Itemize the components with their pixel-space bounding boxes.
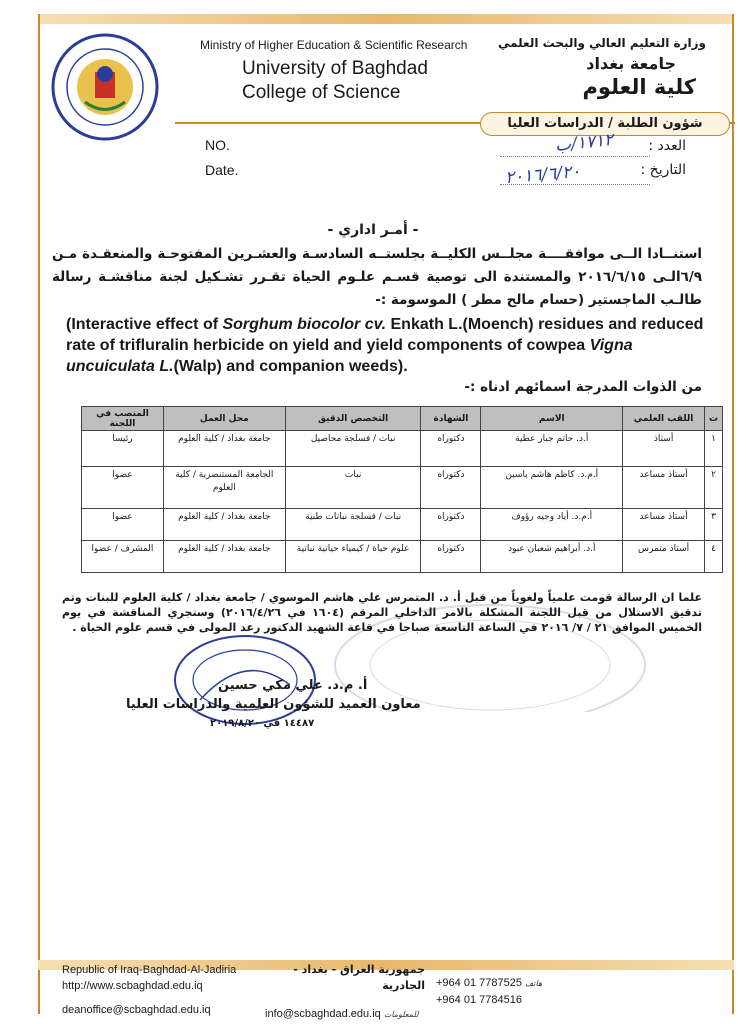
redacted-area — [82, 760, 434, 960]
cell-name: أ.م.د. أياد وجيه رؤوف — [481, 509, 623, 541]
footer-phone-label: هاتف — [525, 979, 543, 988]
cell-specialty: نبات / فسلجة نباتات طبية — [285, 509, 421, 541]
thesis-species-1: Sorghum biocolor cv. — [222, 316, 387, 333]
cell-index: ٢ — [705, 467, 723, 509]
footer-address-en: Republic of Iraq-Baghdad-Al-Jadiria — [62, 964, 237, 976]
cell-role: رئيسا — [82, 431, 164, 467]
cell-degree: دكتوراه — [421, 541, 481, 573]
footer-info-email-row — [265, 1006, 425, 1023]
department-banner: شؤون الطلبة / الدراسات العليا — [480, 112, 730, 136]
header-arabic — [498, 36, 706, 99]
date-label-ar: التاريخ : — [640, 162, 686, 178]
thesis-part: (Walp) and companion weeds). — [173, 358, 408, 375]
header-role: المنصب في اللجنة — [82, 407, 164, 431]
footer-phone-1: +964 01 7787525 — [436, 977, 522, 989]
college-name-en: College of Science — [242, 82, 401, 103]
college-name-ar: كلية العلوم — [582, 75, 696, 99]
header-name: الاسم — [481, 407, 623, 431]
footer-phone-2: +964 01 7784516 — [436, 994, 522, 1006]
members-intro: من الذوات المدرجة اسمائهم ادناه :- — [464, 379, 702, 395]
university-name-ar: جامعة بغداد — [586, 54, 676, 73]
cell-specialty: نبات — [285, 467, 421, 509]
table-row — [82, 541, 723, 573]
cell-workplace: جامعة بغداد / كلية العلوم — [163, 541, 285, 573]
header-workplace: محل العمل — [163, 407, 285, 431]
ministry-name-en: Ministry of Higher Education & Scientific Research — [200, 38, 468, 52]
cell-rank: أستاذ متمرس — [623, 541, 705, 573]
footer-phones — [436, 975, 542, 1008]
cell-role: المشرف / عضوا — [82, 541, 164, 573]
cell-workplace: جامعة بغداد / كلية العلوم — [163, 509, 285, 541]
signatory-name: أ. م.د. علي مكي حسين — [218, 678, 368, 693]
handwritten-number: ١٧١٢/ب — [554, 130, 615, 156]
cell-index: ٤ — [705, 541, 723, 573]
number-dotted-line — [500, 156, 650, 157]
signatory-title: معاون العميد للشؤون العلمية والدراسات العليا — [126, 697, 421, 712]
signature-reference: ١٤٤٨٧ في ٢٠١٩/٨/٢٠ — [210, 718, 315, 729]
header-specialty: التخصص الدقيق — [285, 407, 421, 431]
cell-degree: دكتوراه — [421, 431, 481, 467]
footer-website: http://www.scbaghdad.edu.iq — [62, 980, 203, 992]
footer-info-email: info@scbaghdad.edu.iq — [265, 1008, 381, 1020]
footer-phone-row — [436, 975, 542, 992]
cell-index: ١ — [705, 431, 723, 467]
thesis-species-2: Vigna uncuiculata L. — [66, 337, 633, 375]
cell-name: أ.د. حاتم جبار عطية — [481, 431, 623, 467]
cell-name: أ.د. أبراهيم شعبان عبود — [481, 541, 623, 573]
header-rank: اللقب العلمي — [623, 407, 705, 431]
date-label-en: Date. — [205, 162, 239, 178]
footer-left — [62, 962, 236, 1018]
table-row — [82, 467, 723, 509]
footer-info-label: للمعلومات — [383, 1010, 419, 1019]
committee-table — [81, 406, 723, 573]
table-row — [82, 509, 723, 541]
thesis-part: Enkath L.(Moench) residues and reduced rate of trifluralin herbicide on yield and yield components of cowpea — [66, 316, 704, 354]
cell-degree: دكتوراه — [421, 509, 481, 541]
cell-rank: أستاذ مساعد — [623, 509, 705, 541]
header-english — [200, 38, 467, 104]
table-row — [82, 431, 723, 467]
handwritten-date: ٢٠١٦/٦/٢٠ — [504, 161, 582, 189]
number-label-ar: العدد : — [648, 138, 686, 154]
university-name-en: University of Baghdad — [242, 58, 428, 79]
ministry-name-ar: وزارة التعليم العالي والبحث العلمي — [497, 36, 706, 50]
order-title: - أمـر اداري - — [327, 222, 419, 238]
footer-address-ar: جمهورية العراق - بغداد - الجادرية — [293, 963, 425, 992]
review-note: علما ان الرسالة قومت علمياً ولغوياً من قبل أ. د. المتمرس علي هاشم الموسوي / جامعة بغداد / كلية العلوم للبنات وتم تدقيق الاستلال من قبل اللجنة المشكلة بالامر الداخلي المرقم (١٦٠٤ في ٢٠١٦/٤/٢٦) وستجري المناقشة في يوم الخميس الموافق ٢١ / ٧/ ٢٠١٦ في الساعة التاسعة صباحا في قاعة الشهيد الدكتور رعد المولى في قسم علوم الحياة . — [62, 591, 702, 634]
cell-name: أ.م.د. كاظم هاشم ياسين — [481, 467, 623, 509]
order-paragraph: استنــادا الــى موافقــــة مجلــس الكليــة بجلستــه السادسـة والعشـرين المفتوحـة والمنعقـدة مـن ٦/٩الـى ٢٠١٦/٦/١٥ والمستندة الى توصية قسـم علـوم الحياة تقـرر تشـكيل لجنة مناقشـة رسالة طالـب الماجستير (حسام مالح مطر ) الموسومة :- — [52, 246, 702, 308]
cell-role: عضوا — [82, 467, 164, 509]
cell-workplace: الجامعة المستنصرية / كلية العلوم — [163, 467, 285, 509]
footer-center — [265, 962, 425, 1023]
cell-rank: أستاذ مساعد — [623, 467, 705, 509]
thesis-part: (Interactive effect of — [66, 316, 223, 333]
number-label-en: NO. — [205, 137, 230, 153]
college-logo — [50, 32, 160, 142]
header-index: ت — [705, 407, 723, 431]
cell-specialty: علوم حياة / كيمياء حياتية نباتية — [285, 541, 421, 573]
cell-specialty: نبات / فسلجة محاصيل — [285, 431, 421, 467]
cell-role: عضوا — [82, 509, 164, 541]
header-degree: الشهادة — [421, 407, 481, 431]
cell-degree: دكتوراه — [421, 467, 481, 509]
table-header-row — [82, 407, 723, 431]
footer-dean-email: deanoffice@scbaghdad.edu.iq — [62, 1004, 211, 1016]
cell-rank: أستاذ — [623, 431, 705, 467]
cell-index: ٣ — [705, 509, 723, 541]
cell-workplace: جامعة بغداد / كلية العلوم — [163, 431, 285, 467]
thesis-title — [66, 314, 706, 377]
